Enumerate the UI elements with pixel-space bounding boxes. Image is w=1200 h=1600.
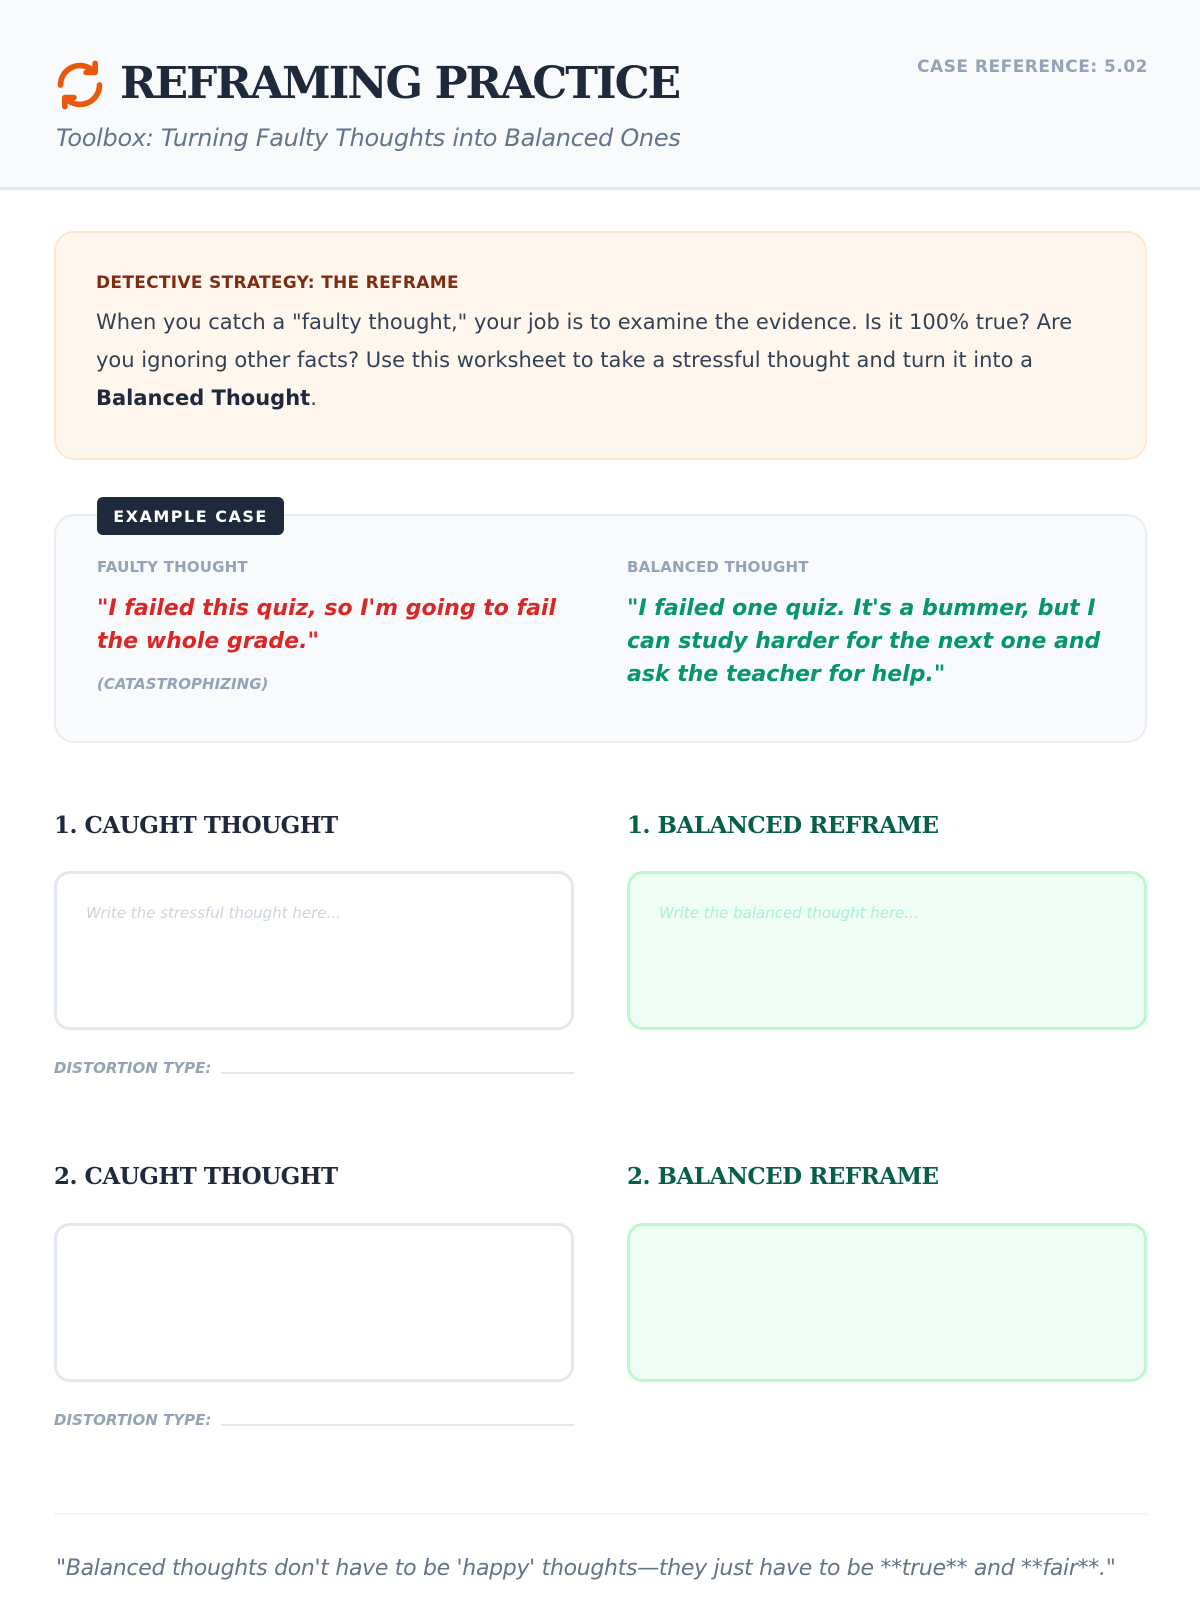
page-title: REFRAMING PRACTICE bbox=[120, 58, 680, 109]
distortion-type-label-1: DISTORTION TYPE: bbox=[54, 1059, 212, 1077]
balanced-reframe-field-1[interactable] bbox=[627, 871, 1147, 1030]
strategy-text bbox=[96, 303, 1105, 417]
strategy-callout bbox=[54, 231, 1147, 460]
balanced-thought-label: BALANCED THOUGHT bbox=[627, 558, 809, 576]
balanced-thought-quote: "I failed one quiz. It's a bummer, but I can study harder for the next one and ask the teacher for help." bbox=[627, 596, 1101, 687]
page-subtitle: Toolbox: Turning Faulty Thoughts into Balanced Ones bbox=[56, 124, 681, 152]
caught-thought-field-2[interactable] bbox=[54, 1223, 574, 1382]
faulty-thought-label: FAULTY THOUGHT bbox=[97, 558, 248, 576]
footer-divider bbox=[54, 1513, 1147, 1515]
distortion-tag: (CATASTROPHIZING) bbox=[97, 675, 269, 693]
balanced-reframe-title-1: 1. BALANCED REFRAME bbox=[627, 812, 939, 839]
caught-thought-placeholder-1: Write the stressful thought here... bbox=[86, 904, 341, 922]
distortion-type-line-2[interactable] bbox=[221, 1424, 574, 1426]
case-reference: CASE REFERENCE: 5.02 bbox=[916, 57, 1148, 77]
distortion-type-line-1[interactable] bbox=[221, 1072, 574, 1074]
caught-thought-field-1[interactable] bbox=[54, 871, 574, 1030]
distortion-type-row-2 bbox=[54, 1411, 574, 1431]
distortion-type-label-2: DISTORTION TYPE: bbox=[54, 1411, 212, 1429]
refresh-icon bbox=[54, 59, 106, 111]
faulty-thought-quote: "I failed this quiz, so I'm going to fail the whole grade." bbox=[97, 596, 557, 654]
strategy-label: DETECTIVE STRATEGY: THE REFRAME bbox=[96, 273, 459, 293]
balanced-reframe-field-2[interactable] bbox=[627, 1223, 1147, 1382]
balanced-reframe-title-2: 2. BALANCED REFRAME bbox=[627, 1163, 939, 1190]
distortion-type-row-1 bbox=[54, 1059, 574, 1079]
strategy-text-body: When you catch a "faulty thought," your job is to examine the evidence. Is it 100% true? Are you ignoring other facts? Use this worksheet to take a stressful thought and turn it into a bbox=[96, 310, 1073, 372]
caught-thought-title-2: 2. CAUGHT THOUGHT bbox=[54, 1163, 338, 1190]
caught-thought-title-1: 1. CAUGHT THOUGHT bbox=[54, 812, 338, 839]
footer-quote: "Balanced thoughts don't have to be 'happy' thoughts—they just have to be **true** and **fair**." bbox=[56, 1556, 1116, 1581]
page-header bbox=[0, 0, 1200, 190]
strategy-text-end: . bbox=[310, 386, 317, 410]
strategy-text-emphasis: Balanced Thought bbox=[96, 386, 311, 410]
example-case-badge: EXAMPLE CASE bbox=[97, 497, 284, 535]
balanced-reframe-placeholder-1: Write the balanced thought here... bbox=[659, 904, 919, 922]
